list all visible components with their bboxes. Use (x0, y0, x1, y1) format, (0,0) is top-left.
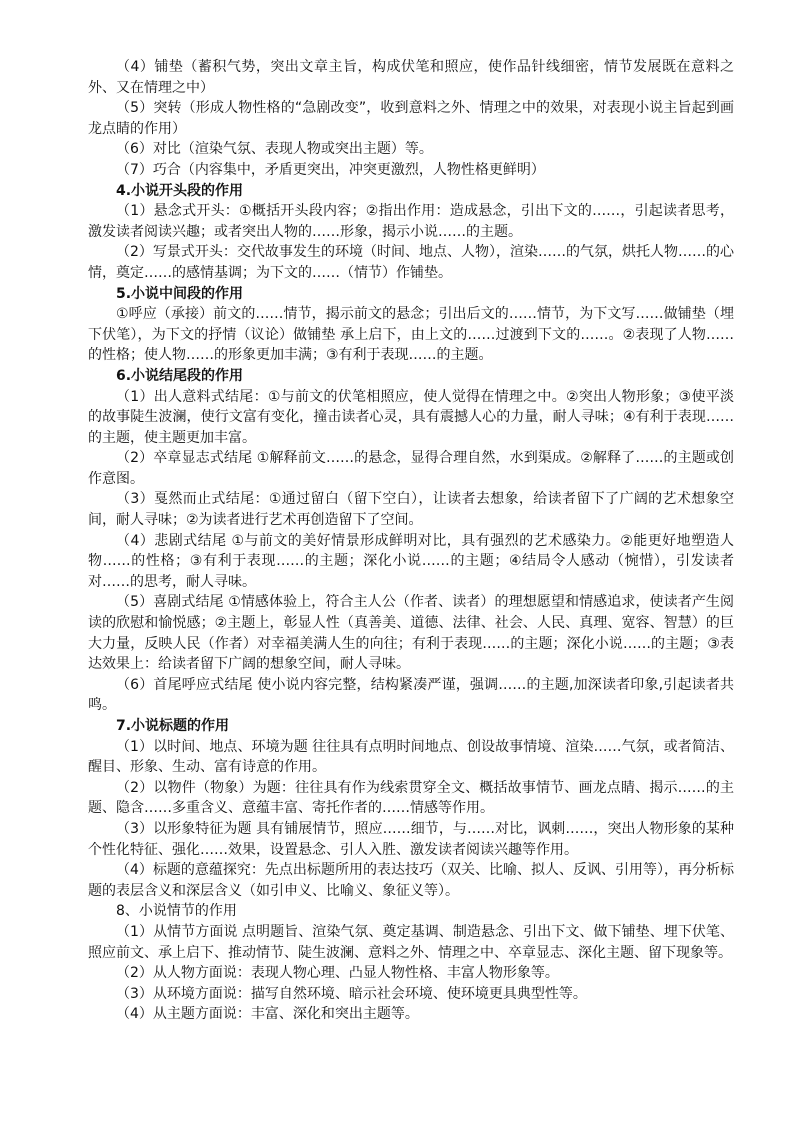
paragraph: （6）对比（渲染气氛、表现人物或突出主题）等。 (116, 141, 433, 158)
paragraph: （1）以时间、地点、环境为题 往往具有点明时间地点、创设故事情境、渲染……气氛，或者简洁、醒目、形象、生动、富有诗意的作用。 (88, 738, 734, 776)
section-heading: 6.小说结尾段的作用 (116, 367, 244, 384)
paragraph: （2）从人物方面说：表现人物心理、凸显人物性格、丰富人物形象等。 (116, 965, 559, 982)
paragraph: （4）铺垫（蓄积气势，突出文章主旨，构成伏笔和照应，使作品针线细密，情节发展既在意料之外、又在情理之中） (88, 59, 734, 96)
paragraph: （5）突转（形成人物性格的“急剧改变”，收到意料之外、情理之中的效果，对表现小说主旨起到画龙点睛的作用） (88, 100, 734, 137)
paragraph: （7）巧合（内容集中，矛盾更突出，冲突更激烈，人物性格更鲜明） (116, 161, 545, 178)
paragraph: （5）喜剧式结尾 ①情感体验上，符合主人公（作者、读者）的理想愿望和情感追求，使读者产生阅读的欣慰和愉悦感；②主题上，彰显人性（真善美、道德、法律、社会、人民、真理、宽容、智慧）的巨大力量，反映人民（作者）对幸福美满人生的向往；有利于表现……的主题；深化小说……的主题；③表达效果上：给读者留下广阔的想象空间，耐人寻味。 (88, 594, 734, 673)
section-heading: 5.小说中间段的作用 (116, 285, 244, 302)
paragraph: ①呼应（承接）前文的……情节，揭示前文的悬念；引出后文的……情节，为下文写……做铺垫（埋下伏笔），为下文的抒情（议论）做铺垫 承上启下，由上文的……过渡到下文的……。②表现了人物……的性格；使人物……的形象更加丰满；③有利于表现……的主题。 (88, 306, 734, 364)
paragraph: （2）卒章显志式结尾 ①解释前文……的悬念，显得合理自然，水到渠成。②解释了……的主题或创作意图。 (88, 450, 734, 487)
paragraph: （4）从主题方面说：丰富、深化和突出主题等。 (116, 1006, 419, 1023)
paragraph: （4）标题的意蕴探究：先点出标题所用的表达技巧（双关、比喻、拟人、反讽、引用等），再分析标题的表层含义和深层含义（如引申义、比喻义、象征义等）。 (88, 862, 734, 899)
paragraph: （2）写景式开头：交代故事发生的环境（时间、地点、人物），渲染……的气氛，烘托人物……的心情，奠定……的感情基调；为下文的……（情节）作铺垫。 (88, 244, 734, 281)
paragraph: （2）以物件（物象）为题：往往具有作为线索贯穿全文、概括故事情节、画龙点睛、揭示……的主题、隐含……多重含义、意蕴丰富、寄托作者的……情感等作用。 (88, 779, 734, 817)
paragraph: （1）从情节方面说 点明题旨、渲染气氛、奠定基调、制造悬念、引出下文、做下铺垫、埋下伏笔、照应前文、承上启下、推动情节、陡生波澜、意料之外、情理之中、卒章显志、深化主题、留下现象等。 (88, 923, 734, 961)
paragraph: （1）悬念式开头：①概括开头段内容；②指出作用：造成悬念，引出下文的……，引起读者思考，激发读者阅读兴趣；或者突出人物的……形象，揭示小说……的主题。 (88, 203, 734, 240)
section-heading: 7.小说标题的作用 (116, 718, 230, 734)
paragraph: （3）戛然而止式结尾：①通过留白（留下空白），让读者去想象，给读者留下了广阔的艺术想象空间，耐人寻味；②为读者进行艺术再创造留下了空间。 (88, 491, 734, 529)
section-heading: 4.小说开头段的作用 (116, 182, 244, 199)
paragraph: （4）悲剧式结尾 ①与前文的美好情景形成鲜明对比，具有强烈的艺术感染力。②能更好地塑造人物……的性格；③有利于表现……的主题；深化小说……的主题；④结局令人感动（惋惜），引发读者对……的思考，耐人寻味。 (88, 532, 734, 590)
paragraph: （6）首尾呼应式结尾 使小说内容完整，结构紧凑严谨，强调……的主题,加深读者印象,引起读者共鸣。 (88, 676, 734, 714)
paragraph: （1）出人意料式结尾：①与前文的伏笔相照应，使人觉得在情理之中。②突出人物形象；③使平淡的故事陡生波澜，使行文富有变化，撞击读者心灵，具有震撼人心的力量，耐人寻味；④有利于表现……的主题，使主题更加丰富。 (88, 388, 734, 446)
paragraph: （3）以形象特征为题 具有铺展情节，照应……细节，与……对比，讽刺……，突出人物形象的某种个性化特征、强化……效果，设置悬念、引人入胜、激发读者阅读兴趣等作用。 (88, 820, 734, 858)
section-heading: 8、小说情节的作用 (116, 903, 237, 920)
paragraph: （3）从环境方面说：描写自然环境、暗示社会环境、使环境更具典型性等。 (116, 985, 587, 1002)
